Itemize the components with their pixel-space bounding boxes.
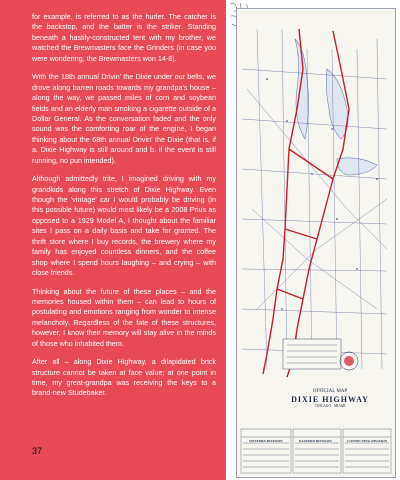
paragraph: for example, is referred to as the hurler. The catcher is the backstop, and the batter is the striker. Standing beneath a hastily-constructed tent with my brother, we watched the Brewmasters face the Grinders (in case you were wondering, the Brewmasters won 14-8). bbox=[32, 12, 216, 63]
dixie-highway-map bbox=[226, 0, 400, 480]
dixie-route-east bbox=[287, 31, 349, 377]
paragraph: Thinking about the future of these places – and the memories housed within them – can lead to hours of postulating and emotions ranging from wonder to intense melancholy. Regardless of the fate of these structures, however, I know their memory will stay alive in the minds of those who inhabited them. bbox=[32, 286, 216, 348]
paragraph: Although admittedly trite, I imagined driving with my grandkids along this stretch of Dixie Highway. Even though the 'vintage' car I would probably be driving (in this possible future) would most likely be a 2008 Prius as opposed to a 1929 Model A, I thought about the familiar sites I pass on a daily basis and take for granted. The thrift store where I buy records, the brewery where my family has enjoyed countless dinners, and the coffee shop where I spend hours laughing – and crying – with close friends. bbox=[32, 174, 216, 278]
division-west: WESTERN DIVISION bbox=[249, 439, 283, 443]
map-title-block bbox=[285, 389, 375, 408]
division-connecting: CONNECTING DIVISION bbox=[347, 439, 388, 443]
paragraph: After all – along Dixie Highway, a dilapidated brick structure cannot be taken at face value; at one point in time, my great-grandpa was receiving the keys to a brand-new Studebaker. bbox=[32, 357, 216, 398]
map-caption-sub: CHICAGO · MIAMI bbox=[314, 403, 346, 408]
map-title: DIXIE HIGHWAY bbox=[291, 394, 369, 404]
division-east: EASTERN DIVISION bbox=[299, 439, 332, 443]
paragraph: With the 18th annual Drivin' the Dixie under our belts, we drove along barren roads towards my grandpa's house – along the way, we passed miles of corn and soybean fields and an elderly man smoking a cigarette outside of a Dollar General. As the conversation faded and the only sound was the comforting roar of the engine, I began thinking about the 68th annual Drivin' the Dixie (that is, if a. Dixie Highway is still around and b. if the event is still running, no pun intended). bbox=[32, 72, 216, 165]
page-number: 37 bbox=[32, 446, 43, 456]
map-sheet bbox=[236, 8, 396, 478]
article-text bbox=[32, 12, 216, 407]
dixie-route-west bbox=[263, 29, 303, 374]
map-caption-top: OFFICIAL MAP bbox=[312, 389, 348, 394]
